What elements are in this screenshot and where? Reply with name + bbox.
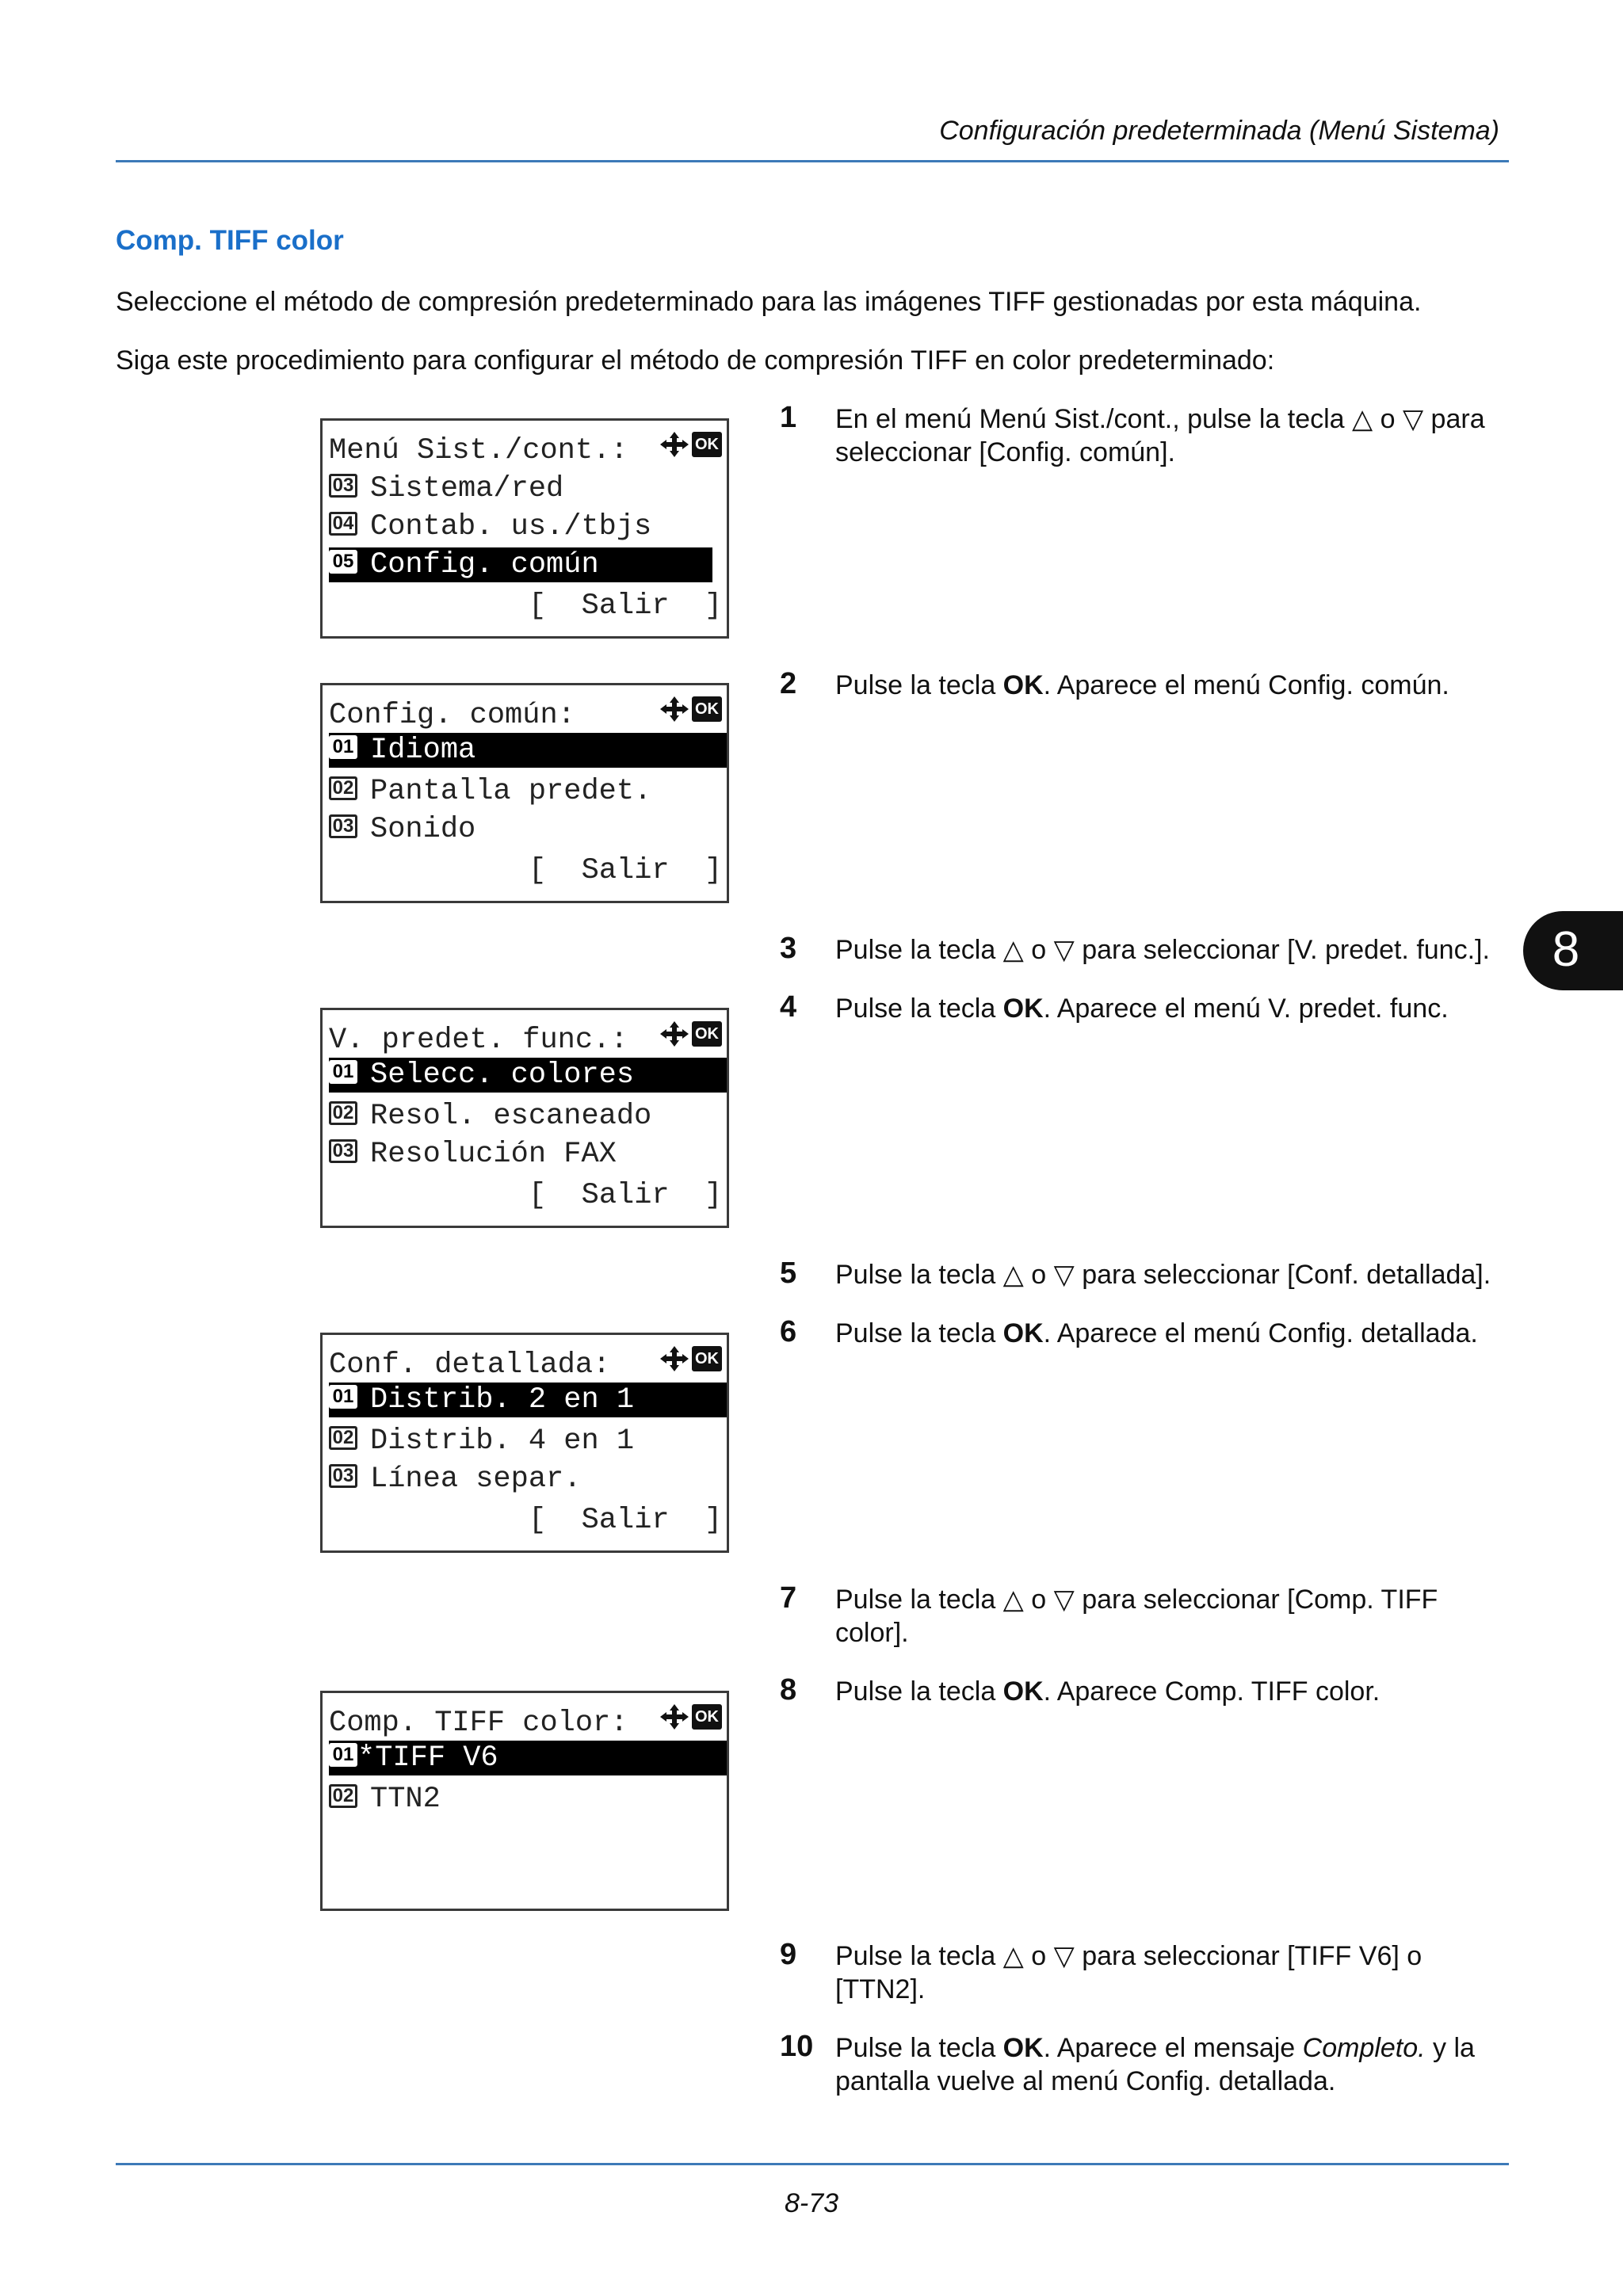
row-label: Sonido — [370, 813, 476, 846]
intro-paragraph-2: Siga este procedimiento para configurar el método de compresión TIFF en color predeterminado: — [116, 345, 1275, 376]
step-text — [835, 2031, 1485, 2098]
step-text-part: Pulse la tecla △ o ▽ para seleccionar [Comp. TIFF color]. — [835, 1585, 1438, 1648]
lcd-title: Config. común: — [329, 699, 575, 732]
page-header-title: Configuración predeterminada (Menú Sistema) — [939, 116, 1499, 146]
step-text — [835, 992, 1509, 1025]
lcd-row-selected[interactable] — [329, 1058, 727, 1093]
step-text-part: y la pantalla vuelve al menú Config. detallada. — [835, 2033, 1475, 2096]
ok-key-label: OK — [1002, 994, 1044, 1024]
step-text — [835, 933, 1549, 967]
lcd-row[interactable] — [329, 1424, 727, 1459]
four-way-arrow-icon — [659, 1703, 690, 1731]
row-label: Pantalla predet. — [370, 775, 652, 808]
row-number: 01 — [329, 1385, 357, 1409]
step-number: 10 — [780, 2030, 814, 2063]
step-text — [835, 1583, 1485, 1650]
row-number: 02 — [329, 776, 357, 800]
step-text — [835, 402, 1509, 469]
row-number: 03 — [329, 814, 357, 838]
step-text-part: Pulse la tecla — [835, 1676, 1003, 1707]
row-number: 02 — [329, 1101, 357, 1125]
ok-key-icon: OK — [692, 432, 722, 457]
step-number: 5 — [780, 1257, 797, 1290]
step-number: 9 — [780, 1938, 797, 1971]
row-label: Contab. us./tbjs — [370, 510, 652, 543]
step-text-part: . Aparece el mensaje — [1043, 2033, 1303, 2063]
lcd-title: Menú Sist./cont.: — [329, 434, 628, 467]
lcd-row-selected[interactable] — [329, 547, 712, 582]
step-text-part: En el menú Menú Sist./cont., pulse la tecla △ o ▽ para seleccionar [Config. común]. — [835, 404, 1485, 467]
row-number: 03 — [329, 1464, 357, 1488]
row-label: Idioma — [370, 734, 476, 767]
row-number: 01 — [329, 1060, 357, 1084]
lcd-row[interactable] — [329, 471, 727, 506]
step-text — [835, 1258, 1549, 1291]
row-number: 03 — [329, 474, 357, 498]
step-number: 7 — [780, 1581, 797, 1615]
row-number: 03 — [329, 1139, 357, 1163]
lcd-row[interactable] — [329, 1099, 727, 1134]
exit-softkey[interactable]: [ Salir ] — [529, 854, 723, 887]
step-number: 8 — [780, 1673, 797, 1707]
row-label: TTN2 — [370, 1783, 441, 1816]
ok-key-label: OK — [1002, 2033, 1044, 2063]
lcd-row[interactable] — [329, 1462, 727, 1497]
lcd-panel-default-function — [320, 1008, 729, 1228]
lcd-row-selected[interactable] — [329, 733, 727, 768]
step-text-part: Pulse la tecla △ o ▽ para seleccionar [TIFF V6] o [TTN2]. — [835, 1941, 1423, 2004]
four-way-arrow-icon — [659, 1020, 690, 1048]
lcd-row[interactable] — [329, 774, 727, 809]
step-number: 3 — [780, 932, 797, 965]
ok-key-icon: OK — [692, 696, 722, 722]
footer-rule — [116, 2163, 1509, 2165]
lcd-panel-tiff-color — [320, 1691, 729, 1911]
row-number: 04 — [329, 512, 357, 536]
lcd-panel-detailed-settings — [320, 1333, 729, 1553]
lcd-row[interactable] — [329, 1137, 727, 1172]
row-label: Config. común — [370, 548, 599, 582]
lcd-row[interactable] — [329, 812, 727, 847]
ok-key-label: OK — [1002, 670, 1044, 700]
row-label: Selecc. colores — [370, 1058, 635, 1092]
row-number: 05 — [329, 550, 357, 574]
lcd-title: Conf. detallada: — [329, 1348, 611, 1382]
step-text-part: Pulse la tecla — [835, 670, 1003, 700]
step-text-part: Pulse la tecla — [835, 1318, 1003, 1348]
nav-ok-indicator — [659, 1344, 722, 1373]
ok-key-icon: OK — [692, 1704, 722, 1730]
exit-softkey[interactable]: [ Salir ] — [529, 1179, 723, 1212]
step-text — [835, 1675, 1509, 1708]
step-number: 4 — [780, 990, 797, 1024]
intro-paragraph-1: Seleccione el método de compresión predeterminado para las imágenes TIFF gestionadas por esta máquina. — [116, 287, 1422, 317]
step-text — [835, 1317, 1509, 1350]
row-label: Sistema/red — [370, 472, 564, 505]
nav-ok-indicator — [659, 1020, 722, 1048]
lcd-row[interactable] — [329, 509, 727, 544]
step-text-part: Pulse la tecla — [835, 2033, 1003, 2063]
row-number: 01 — [329, 735, 357, 759]
nav-ok-indicator — [659, 430, 722, 459]
lcd-row-selected[interactable] — [329, 1741, 727, 1775]
step-text-part: Pulse la tecla — [835, 994, 1003, 1024]
step-text-part: . Aparece el menú Config. detallada. — [1043, 1318, 1478, 1348]
ok-key-label: OK — [1002, 1676, 1044, 1707]
nav-ok-indicator — [659, 1703, 722, 1731]
step-number: 2 — [780, 667, 797, 700]
exit-softkey[interactable]: [ Salir ] — [529, 589, 723, 623]
lcd-title: V. predet. func.: — [329, 1024, 628, 1057]
row-label: Resol. escaneado — [370, 1100, 652, 1133]
row-label: *TIFF V6 — [357, 1741, 498, 1775]
step-text-part: . Aparece el menú Config. común. — [1043, 670, 1449, 700]
page-number: 8-73 — [784, 2188, 839, 2218]
step-text — [835, 1939, 1485, 2006]
lcd-panel-system-menu — [320, 418, 729, 639]
four-way-arrow-icon — [659, 430, 690, 459]
row-number: 01 — [329, 1743, 357, 1767]
row-label: Línea separ. — [370, 1463, 582, 1496]
lcd-panel-common-settings — [320, 683, 729, 903]
lcd-row[interactable] — [329, 1782, 727, 1817]
exit-softkey[interactable]: [ Salir ] — [529, 1504, 723, 1537]
step-number: 6 — [780, 1315, 797, 1348]
row-number: 02 — [329, 1784, 357, 1808]
nav-ok-indicator — [659, 695, 722, 723]
chapter-number: 8 — [1552, 922, 1580, 977]
header-rule — [116, 160, 1509, 162]
step-text-part: Pulse la tecla △ o ▽ para seleccionar [V. predet. func.]. — [835, 935, 1490, 965]
four-way-arrow-icon — [659, 695, 690, 723]
lcd-title: Comp. TIFF color: — [329, 1707, 628, 1740]
step-number: 1 — [780, 401, 797, 434]
step-text-part: Pulse la tecla △ o ▽ para seleccionar [Conf. detallada]. — [835, 1260, 1491, 1290]
lcd-row-selected[interactable] — [329, 1383, 727, 1417]
row-label: Distrib. 4 en 1 — [370, 1425, 635, 1458]
ok-key-label: OK — [1002, 1318, 1044, 1348]
four-way-arrow-icon — [659, 1344, 690, 1373]
row-number: 02 — [329, 1426, 357, 1450]
step-text-part: . Aparece Comp. TIFF color. — [1043, 1676, 1381, 1707]
section-title: Comp. TIFF color — [116, 225, 344, 256]
row-label: Distrib. 2 en 1 — [370, 1383, 635, 1417]
ok-key-icon: OK — [692, 1346, 722, 1371]
message-text: Completo. — [1302, 2033, 1426, 2063]
row-label: Resolución FAX — [370, 1138, 617, 1171]
step-text — [835, 669, 1509, 702]
ok-key-icon: OK — [692, 1021, 722, 1047]
step-text-part: . Aparece el menú V. predet. func. — [1043, 994, 1449, 1024]
